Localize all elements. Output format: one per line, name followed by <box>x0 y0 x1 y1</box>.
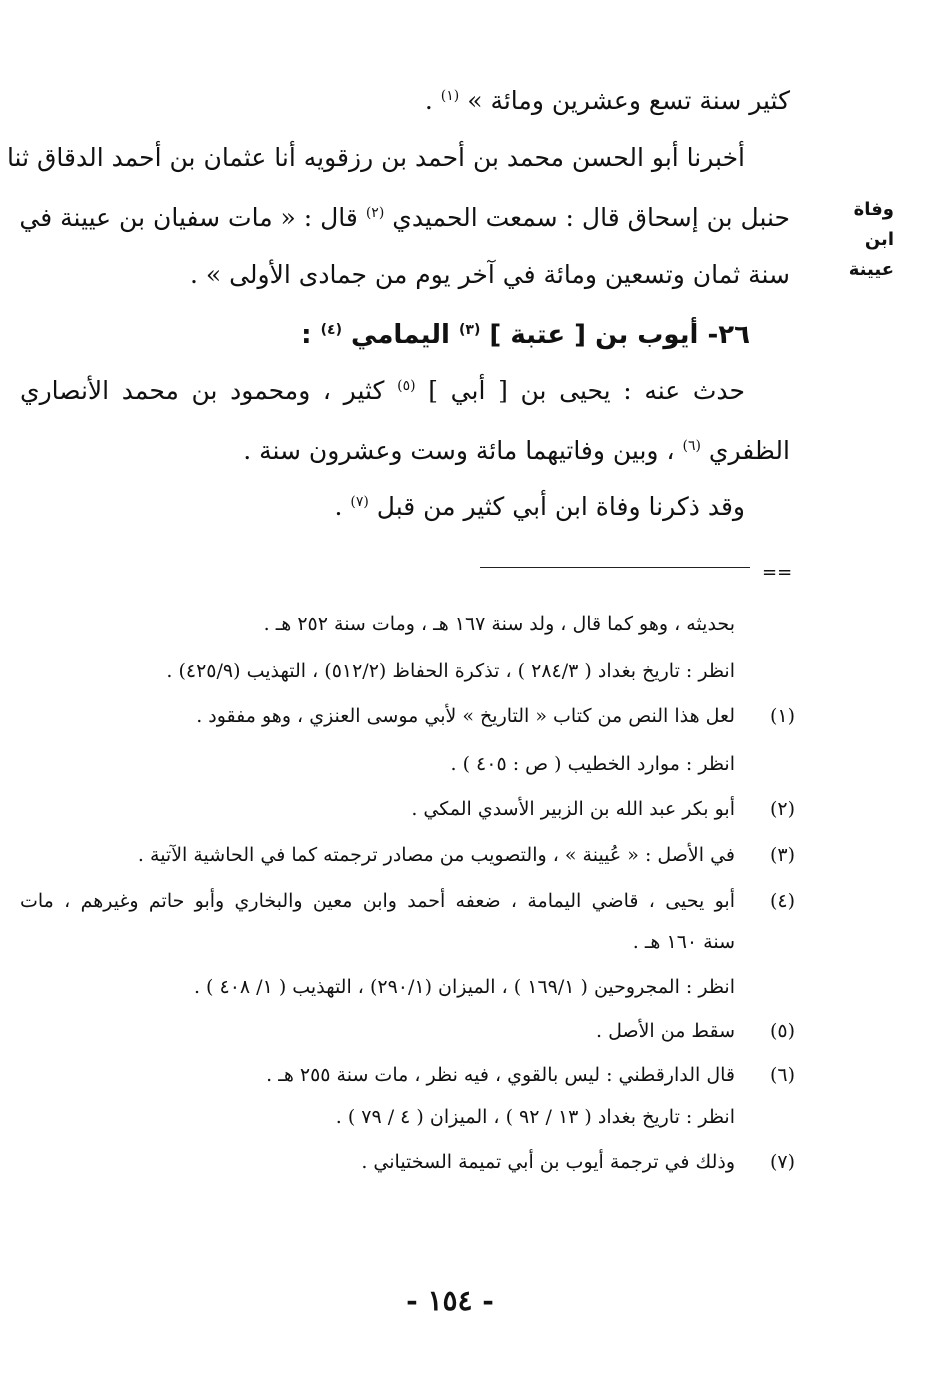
heading-text: اليمامي <box>351 320 450 350</box>
footnote-5 <box>560 1022 795 1048</box>
heading-colon: : <box>301 320 312 350</box>
footnote-continuation-2 <box>20 662 735 681</box>
footnote-text: سقط من الأصل . <box>595 1020 735 1042</box>
footnote-text: انظر : موارد الخطيب ( ص : ٤٠٥ ) . <box>450 753 735 775</box>
footnote-text: انظر : المجروحين ( ١٦٩/١ ) ، الميزان (٢٩٠/١) ، التهذيب ( ١/ ٤٠٨ ) . <box>193 976 735 998</box>
footnote-ref: (٢) <box>365 205 385 221</box>
footnote-text: سنة ١٦٠ هـ . <box>632 931 735 953</box>
margin-note <box>822 195 894 285</box>
footnote-number: (٤) <box>769 890 795 912</box>
body-text: حنبل بن إسحاق قال : سمعت الحميدي <box>392 203 790 232</box>
body-text: كثير سنة تسع وعشرين ومائة » <box>467 86 790 115</box>
body-line-3 <box>20 205 790 230</box>
entry-line-2 <box>240 438 790 463</box>
body-line-2 <box>6 143 745 172</box>
margin-note-line: عيينة <box>848 259 894 280</box>
footnote-text: قال الدارقطني : ليس بالقوي ، فيه نظر ، مات سنة ٢٥٥ هـ . <box>266 1064 735 1086</box>
footnote-4-sub <box>120 978 735 997</box>
body-text: سنة ثمان وتسعين ومائة في آخر يوم من جمادى الأولى » . <box>189 260 790 289</box>
footnote-4 <box>20 892 795 918</box>
footnote-number: (٢) <box>769 798 795 820</box>
footnote-separator <box>480 567 750 568</box>
footnote-6-sub <box>260 1108 735 1127</box>
footnote-text: انظر : تاريخ بغداد ( ١٣ / ٩٢ ) ، الميزان ( ٤ / ٧٩ ) . <box>335 1106 735 1128</box>
entry-line-3 <box>330 494 745 519</box>
full-stop: . <box>424 86 433 115</box>
footnote-ref: (٧) <box>350 494 369 510</box>
entry-line-1 <box>20 378 745 403</box>
page-number: - ١٥٤ - <box>406 1284 494 1317</box>
heading-text: ٢٦- أيوب بن [ عتبة ] <box>489 320 750 350</box>
footnote-text: بحديثه ، وهو كما قال ، ولد سنة ١٦٧ هـ ، ومات سنة ٢٥٢ هـ . <box>263 613 735 635</box>
footnote-continuation-1 <box>180 615 735 634</box>
full-stop: . <box>334 492 343 521</box>
body-text: قال : « مات سفيان بن عيينة في <box>19 203 358 232</box>
body-line-4 <box>189 260 790 289</box>
margin-note-line: وفاة ابن <box>853 199 894 250</box>
continuation-mark: == <box>762 562 793 583</box>
body-text: ، وبين وفاتيهما مائة وست وعشرون سنة . <box>243 436 675 465</box>
footnote-text: لعل هذا النص من كتاب « التاريخ » لأبي موسى العنزي ، وهو مفقود . <box>196 705 735 727</box>
footnote-6 <box>220 1066 795 1092</box>
footnote-text: وذلك في ترجمة أيوب بن أبي تميمة السختياني . <box>361 1151 735 1173</box>
footnote-text: في الأصل : « عُيينة » ، والتصويب من مصادر ترجمته كما في الحاشية الآتية . <box>137 844 735 866</box>
footnote-number: (٥) <box>769 1020 795 1042</box>
footnote-ref: (٦) <box>682 438 701 454</box>
body-text: أخبرنا أبو الحسن محمد بن أحمد بن رزقويه أنا عثمان بن أحمد الدقاق ثنا <box>6 143 745 172</box>
entry-heading <box>301 320 750 350</box>
footnote-text: أبو يحيى ، قاضي اليمامة ، ضعفه أحمد وابن معين والبخاري وأبو حاتم وغيرهم ، مات <box>20 890 736 912</box>
footnote-text: أبو بكر عبد الله بن الزبير الأسدي المكي . <box>411 798 735 820</box>
footnote-number: (١) <box>769 705 795 727</box>
body-line-1 <box>420 88 790 113</box>
body-text: حدث عنه : يحيى بن [ أبي ] <box>428 376 745 405</box>
footnote-text: انظر : تاريخ بغداد ( ٢٨٤/٣ ) ، تذكرة الحفاظ (٥١٢/٢) ، التهذيب (٤٢٥/٩) . <box>166 660 735 682</box>
footnote-3 <box>100 846 795 872</box>
footnote-4-line-2 <box>590 933 735 952</box>
body-text: كثير ، ومحمود بن محمد الأنصاري <box>20 376 385 405</box>
body-text: الظفري <box>708 436 790 465</box>
footnote-ref: (٥) <box>397 378 416 394</box>
footnote-ref: (٣) <box>458 322 481 338</box>
footnote-number: (٧) <box>769 1151 795 1173</box>
footnote-1-sub <box>400 755 735 774</box>
footnote-2 <box>390 800 795 826</box>
footnote-ref: (٤) <box>320 322 342 338</box>
footnote-number: (٦) <box>769 1064 795 1086</box>
footnote-1 <box>150 707 795 733</box>
footnote-ref: (١) <box>440 88 460 104</box>
footnote-number: (٣) <box>769 844 795 866</box>
footnote-7 <box>340 1153 795 1179</box>
body-text: وقد ذكرنا وفاة ابن أبي كثير من قبل <box>376 492 745 521</box>
